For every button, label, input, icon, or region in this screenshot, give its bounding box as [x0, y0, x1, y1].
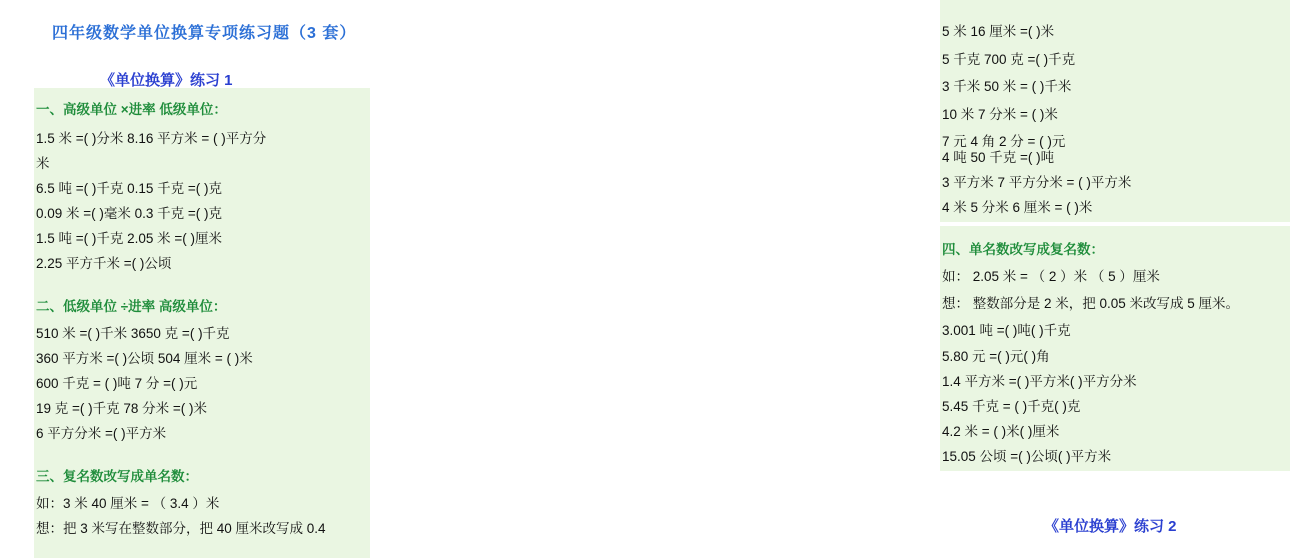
right-top-line-8: 4 米 5 分米 6 厘米 = ( )米 [942, 200, 1093, 215]
right-top-line-4: 10 米 7 分米 = ( )米 [942, 107, 1058, 122]
section1-line-6: 2.25 平方千米 =( )公顷 [36, 256, 172, 271]
section2-line-5: 6 平方分米 =( )平方米 [36, 426, 167, 441]
section2-line-4: 19 克 =( )千克 78 分米 =( )米 [36, 401, 208, 416]
section3-heading: 三、复名数改写成单名数： [36, 469, 198, 484]
section1-line-2: 米 [36, 156, 50, 171]
section1-line-5: 1.5 吨 =( )千克 2.05 米 =( )厘米 [36, 231, 223, 246]
right-column [440, 0, 1240, 535]
right-top-line-6: 4 吨 50 千克 =( )吨 [942, 150, 1055, 165]
left-column [0, 0, 440, 536]
section4-line-3: 3.001 吨 =( )吨( )千克 [942, 323, 1071, 338]
exercise1-title: 《单位换算》练习 1 [100, 72, 233, 89]
right-top-line-2: 5 千克 700 克 =( )千克 [942, 52, 1076, 67]
section4-line-8: 15.05 公顷 =( )公顷( )平方米 [942, 449, 1112, 464]
right-top-line-5: 7 元 4 角 2 分 = ( )元 [942, 134, 1066, 149]
section2-line-1: 510 米 =( )千米 3650 克 =( )千克 [36, 326, 230, 341]
exercise2-title: 《单位换算》练习 2 [1044, 518, 1177, 535]
section1-line-1: 1.5 米 =( )分米 8.16 平方米 = ( )平方分 [36, 131, 267, 146]
section4-heading: 四、单名数改写成复名数： [942, 242, 1104, 257]
section4-line-1: 如： 2.05 米 = （ 2 ）米 （ 5 ）厘米 [942, 269, 1160, 284]
section4-line-5: 1.4 平方米 =( )平方米( )平方分米 [942, 374, 1137, 389]
section1-line-4: 0.09 米 =( )毫米 0.3 千克 =( )克 [36, 206, 223, 221]
section2-heading: 二、低级单位 ÷进率 高级单位： [36, 299, 227, 314]
section1-line-3: 6.5 吨 =( )千克 0.15 千克 =( )克 [36, 181, 223, 196]
section2-line-2: 360 平方米 =( )公顷 504 厘米 = ( )米 [36, 351, 253, 366]
section4-line-6: 5.45 千克 = ( )千克( )克 [942, 399, 1081, 414]
section3-line-2: 想：把 3 米写在整数部分，把 40 厘米改写成 0.4 [36, 521, 326, 536]
right-top-line-7: 3 平方米 7 平方分米 = ( )平方米 [942, 175, 1132, 190]
section2-line-3: 600 千克 = ( )吨 7 分 =( )元 [36, 376, 198, 391]
section1-heading: 一、高级单位 ×进率 低级单位： [36, 102, 227, 117]
section4-line-4: 5.80 元 =( )元( )角 [942, 349, 1050, 364]
section3-line-1: 如：3 米 40 厘米 = （ 3.4 ）米 [36, 496, 220, 511]
right-top-line-3: 3 千米 50 米 = ( )千米 [942, 79, 1072, 94]
right-top-line-1: 5 米 16 厘米 =( )米 [942, 24, 1055, 39]
section4-line-7: 4.2 米 = ( )米( )厘米 [942, 424, 1060, 439]
document-title: 四年级数学单位换算专项练习题（3 套） [52, 25, 357, 42]
section4-line-2: 想： 整数部分是 2 米，把 0.05 米改写成 5 厘米。 [942, 296, 1240, 311]
